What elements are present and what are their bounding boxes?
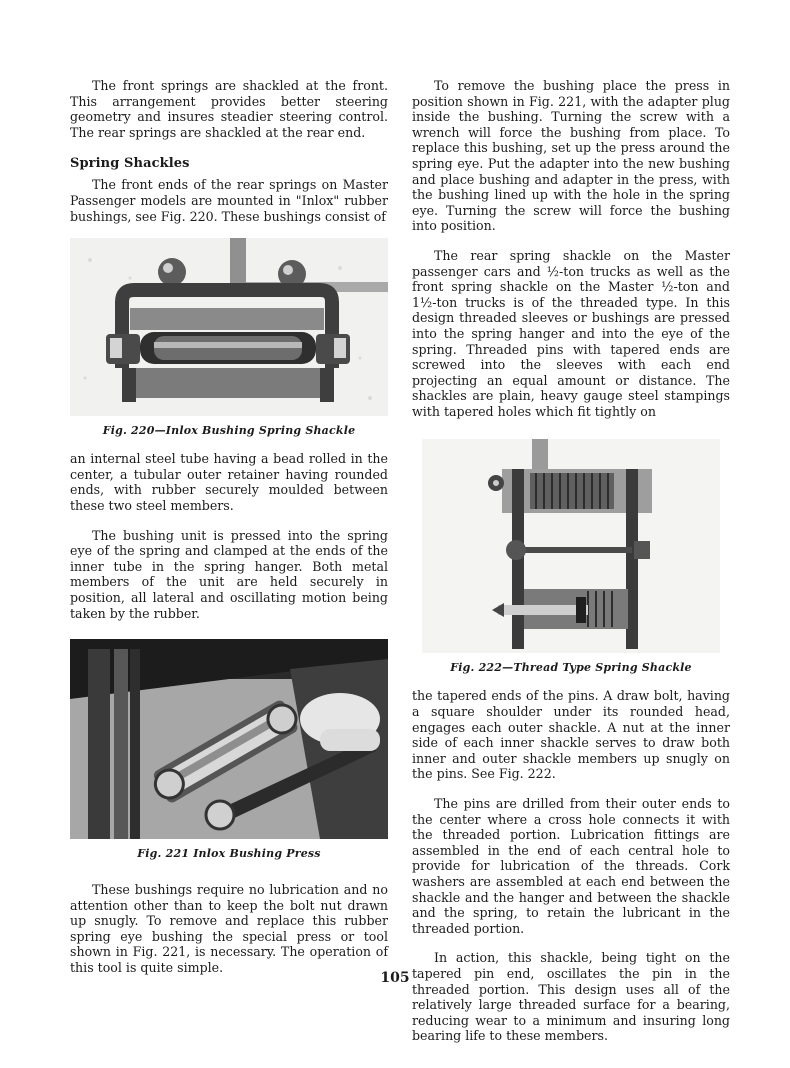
figure-222-caption: Fig. 222—Thread Type Spring Shackle [450, 661, 692, 675]
paragraph: To remove the bushing place the press in position shown in Fig. 221, with the adapter plug inside the bushing. Turning the screw with a wrench will force the bushing from place. To replace this bushing, set up the press around the spring eye. Put the adapter into the new bushing and place bushing and adapter in the press, with the bushing lined up with the hole in the spring eye. Turning the screw will force the bushing into position. [412, 78, 730, 234]
figure-220-illustration [70, 238, 388, 416]
paragraph: an internal steel tube having a bead rolled in the center, a tubular outer retainer having rounded ends, with rubber securely moulded between these two steel members. [70, 451, 388, 513]
paragraph: the tapered ends of the pins. A draw bolt, having a square shoulder under its rounded head, engages each outer shackle. A nut at the inner side of each inner shackle serves to draw both inner and outer shackle members up snugly on the pins. See Fig. 222. [412, 688, 730, 782]
section-heading: Spring Shackles [70, 156, 190, 172]
paragraph: These bushings require no lubrication and no attention other than to keep the bolt nut drawn up snugly. To remove and replace this rubber spring eye bushing the special press or tool shown in Fig. 221, is necessary. The operation of this tool is quite simple. [70, 882, 388, 976]
figure-220-caption: Fig. 220—Inlox Bushing Spring Shackle [102, 424, 356, 438]
paragraph: The front springs are shackled at the front. This arrangement provides better steering geometry and insures steadier steering control. The rear springs are shackled at the rear end. [70, 78, 388, 140]
figure-222 [412, 439, 730, 674]
paragraph: The bushing unit is pressed into the spring eye of the spring and clamped at the ends of the inner tube in the spring hanger. Both metal members of the unit are held securely in position, all lateral and oscillating motion being taken by the rubber. [70, 527, 388, 621]
paragraph: In action, this shackle, being tight on the tapered pin end, oscillates the pin in the threaded portion. This design uses all of the relatively large threaded surface for a bearing, reducing wear to a minimum and insuring long bearing life to these members. [412, 950, 730, 1044]
figure-222-illustration [412, 439, 730, 653]
paragraph: The front ends of the rear springs on Master Passenger models are mounted in "Inlox" rubber bushings, see Fig. 220. These bushings consist of [70, 177, 388, 224]
paragraph: The rear spring shackle on the Master passenger cars and ½-ton trucks as well as the front spring shackle on the Master ½-ton and 1½-ton trucks is of the threaded type. In this design threaded sleeves or bushings are pressed into the spring hanger and into the eye of the spring. Threaded pins with tapered ends are screwed into the sleeves with each end projecting an equal amount or distance. The shackles are plain, heavy gauge steel stampings with tapered holes which fit tightly on [412, 247, 730, 419]
left-column [70, 78, 388, 990]
figure-221-caption: Fig. 221 Inlox Bushing Press [137, 847, 321, 861]
figure-220 [70, 238, 388, 437]
figure-221-photo [70, 639, 388, 839]
right-column [412, 78, 730, 1058]
figure-221 [70, 639, 388, 860]
page-number: 105 [380, 970, 410, 986]
paragraph: The pins are drilled from their outer ends to the center where a cross hole connects it with the threaded portion. Lubrication fittings are assembled in the end of each central hole to provide for lubrication of the threads. Cork washers are assembled at each end between the shackle and the hanger and between the shackle and the spring, to retain the lubricant in the threaded portion. [412, 796, 730, 936]
